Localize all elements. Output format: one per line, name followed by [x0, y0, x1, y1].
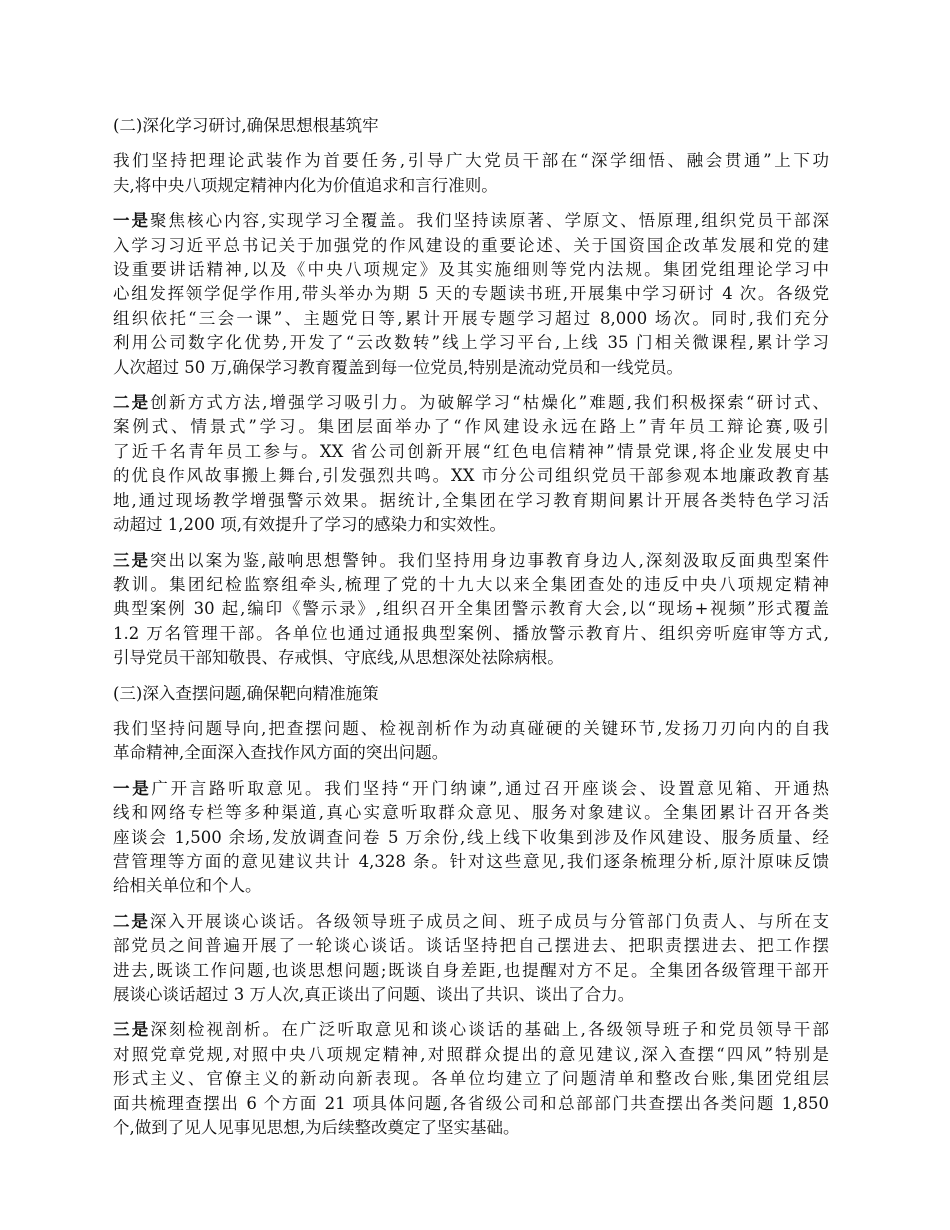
text-line — [113, 777, 829, 801]
paragraph — [113, 777, 829, 899]
paragraph-lead: 三是 — [113, 1020, 151, 1040]
line-text: 动超过 1,200 项,有效提升了学习的感染力和实效性。 — [113, 515, 506, 535]
text-line — [113, 910, 829, 934]
line-text: 聚焦核心内容,实现学习全覆盖。我们坚持读原著、学原文、悟原理,组织党员干部深 — [150, 211, 829, 231]
line-text: (二)深化学习研讨,确保思想根基筑牢 — [113, 116, 379, 135]
paragraph — [113, 717, 829, 766]
text-line — [113, 415, 829, 439]
line-text: 教训。集团纪检监察组牵头,梳理了党的十九大以来全集团查处的违反中央八项规定精神 — [113, 574, 829, 594]
paragraph — [113, 209, 829, 380]
text-line — [113, 801, 829, 825]
line-text: 线和网络专栏等多种渠道,真心实意听取群众意见、服务对象建议。全集团累计召开各类 — [113, 803, 829, 823]
text-line — [113, 1116, 829, 1140]
text-line — [113, 573, 829, 597]
text-line — [113, 682, 829, 706]
line-text: 进去,既谈工作问题,也谈思想问题;既谈自身差距,也提醒对方不足。全集团各级管理干部开 — [113, 960, 829, 980]
line-text: (三)深入查摆问题,确保靶向精准施策 — [113, 683, 379, 703]
text-line — [113, 489, 829, 513]
paragraph-lead: 一是 — [113, 778, 152, 798]
paragraph — [113, 391, 829, 537]
paragraph-lead: 一是 — [113, 211, 151, 231]
section-heading — [113, 682, 829, 706]
text-line — [113, 1092, 829, 1116]
document-body — [113, 114, 829, 1151]
line-text: 广开言路听取意见。我们坚持“开门纳谏”,通过召开座谈会、设置意见箱、开通热 — [151, 778, 829, 798]
paragraph — [113, 149, 829, 198]
line-text: 心组发挥领学促学作用,带头举办为期 5 天的专题读书班,开展集中学习研讨 4 次。各级党 — [113, 284, 829, 304]
text-line — [113, 174, 829, 198]
line-text: 夫,将中央八项规定精神内化为价值追求和言行准则。 — [113, 175, 498, 195]
line-text: 深刻检视剖析。在广泛听取意见和谈心谈话的基础上,各级领导班子和党员领导干部 — [150, 1020, 830, 1040]
text-line — [113, 440, 829, 464]
text-line — [113, 1018, 829, 1042]
line-text: 个,做到了见人见事见思想,为后续整改奠定了坚实基础。 — [113, 1118, 520, 1138]
line-text: 了近千名青年员工参与。XX 省公司创新开展“红色电信精神”情景党课,将企业发展史中 — [113, 441, 829, 461]
text-line — [113, 741, 829, 765]
line-text: 形式主义、官僚主义的新动向新表现。各单位均建立了问题清单和整改台账,集团党组层 — [113, 1069, 829, 1089]
text-line — [113, 356, 829, 380]
line-text: 的优良作风故事搬上舞台,引发强烈共鸣。XX 市分公司组织党员干部参观本地廉政教育基 — [113, 466, 829, 486]
text-line — [113, 959, 829, 983]
section-heading — [113, 114, 829, 138]
line-text: 人次超过 50 万,确保学习教育覆盖到每一位党员,特别是流动党员和一线党员。 — [113, 357, 683, 377]
line-text: 入学习习近平总书记关于加强党的作风建设的重要论述、关于国资国企改革发展和党的建 — [113, 235, 829, 255]
paragraph — [113, 549, 829, 671]
line-text: 展谈心谈话超过 3 万人次,真正谈出了问题、谈出了共识、谈出了合力。 — [113, 985, 635, 1004]
line-text: 案例式、情景式”学习。集团层面举办了“作风建设永远在路上”青年员工辩论赛,吸引 — [113, 417, 829, 437]
text-line — [113, 513, 829, 537]
line-text: 创新方式方法,增强学习吸引力。为破解学习“枯燥化”难题,我们积极探索“研讨式、 — [150, 393, 830, 413]
text-line — [113, 258, 829, 282]
paragraph-lead: 二是 — [113, 911, 150, 931]
text-line — [113, 282, 829, 306]
text-line — [113, 331, 829, 355]
line-text: 地,通过现场教学增强警示效果。据统计,全集团在学习教育期间累计开展各类特色学习活 — [113, 490, 829, 510]
line-text: 突出以案为鉴,敲响思想警钟。我们坚持用身边事教育身边人,深刻汲取反面典型案件 — [150, 550, 829, 570]
text-line — [113, 464, 829, 488]
line-text: 给相关单位和个人。 — [113, 876, 262, 896]
text-line — [113, 597, 829, 621]
line-text: 1.2 万名管理干部。各单位也通过通报典型案例、播放警示教育片、组织旁听庭审等方式, — [113, 623, 829, 643]
text-line — [113, 149, 829, 173]
line-text: 组织依托“三会一课”、主题党日等,累计开展专题学习超过 8,000 场次。同时,我们充分 — [113, 308, 829, 328]
line-text: 设重要讲话精神,以及《中央八项规定》及其实施细则等党内法规。集团党组理论学习中 — [113, 260, 829, 280]
text-line — [113, 1067, 829, 1091]
line-text: 对照党章党规,对照中央八项规定精神,对照群众提出的意见建议,深入查摆“四风”特别是 — [113, 1044, 829, 1064]
text-line — [113, 209, 829, 233]
text-line — [113, 549, 829, 573]
text-line — [113, 874, 829, 898]
line-text: 我们坚持问题导向,把查摆问题、检视剖析作为动真碰硬的关键环节,发扬刀刃向内的自我 — [113, 718, 829, 738]
text-line — [113, 1043, 829, 1067]
line-text: 座谈会 1,500 余场,发放调查问卷 5 万余份,线上线下收集到涉及作风建设、服务质量、经 — [113, 827, 829, 847]
paragraph — [113, 1018, 829, 1140]
text-line — [113, 934, 829, 958]
text-line — [113, 234, 829, 258]
text-line — [113, 114, 829, 138]
paragraph — [113, 910, 829, 1008]
text-line — [113, 717, 829, 741]
text-line — [113, 646, 829, 670]
line-text: 引导党员干部知敬畏、存戒惧、守底线,从思想深处祛除病根。 — [113, 648, 564, 668]
paragraph-lead: 三是 — [113, 550, 151, 570]
line-text: 我们坚持把理论武装作为首要任务,引导广大党员干部在“深学细悟、融会贯通”上下功 — [113, 151, 829, 171]
paragraph-lead: 二是 — [113, 393, 151, 413]
line-text: 部党员之间普遍开展了一轮谈心谈话。谈话坚持把自己摆进去、把职责摆进去、把工作摆 — [113, 936, 829, 956]
line-text: 营管理等方面的意见建议共计 4,328 条。针对这些意见,我们逐条梳理分析,原汁原味反馈 — [113, 851, 829, 871]
text-line — [113, 391, 829, 415]
text-line — [113, 850, 829, 874]
text-line — [113, 826, 829, 850]
text-line — [113, 983, 829, 1007]
line-text: 典型案例 30 起,编印《警示录》,组织召开全集团警示教育大会,以“现场+视频”形式覆盖 — [113, 599, 829, 619]
line-text: 利用公司数字化优势,开发了“云改数转”线上学习平台,上线 35 门相关微课程,累计学习 — [113, 333, 829, 353]
line-text: 面共梳理查摆出 6 个方面 21 项具体问题,各省级公司和总部部门共查摆出各类问题 1,850 — [113, 1093, 829, 1113]
text-line — [113, 307, 829, 331]
line-text: 深入开展谈心谈话。各级领导班子成员之间、班子成员与分管部门负责人、与所在支 — [149, 911, 830, 931]
text-line — [113, 622, 829, 646]
line-text: 革命精神,全面深入查找作风方面的突出问题。 — [113, 743, 449, 763]
